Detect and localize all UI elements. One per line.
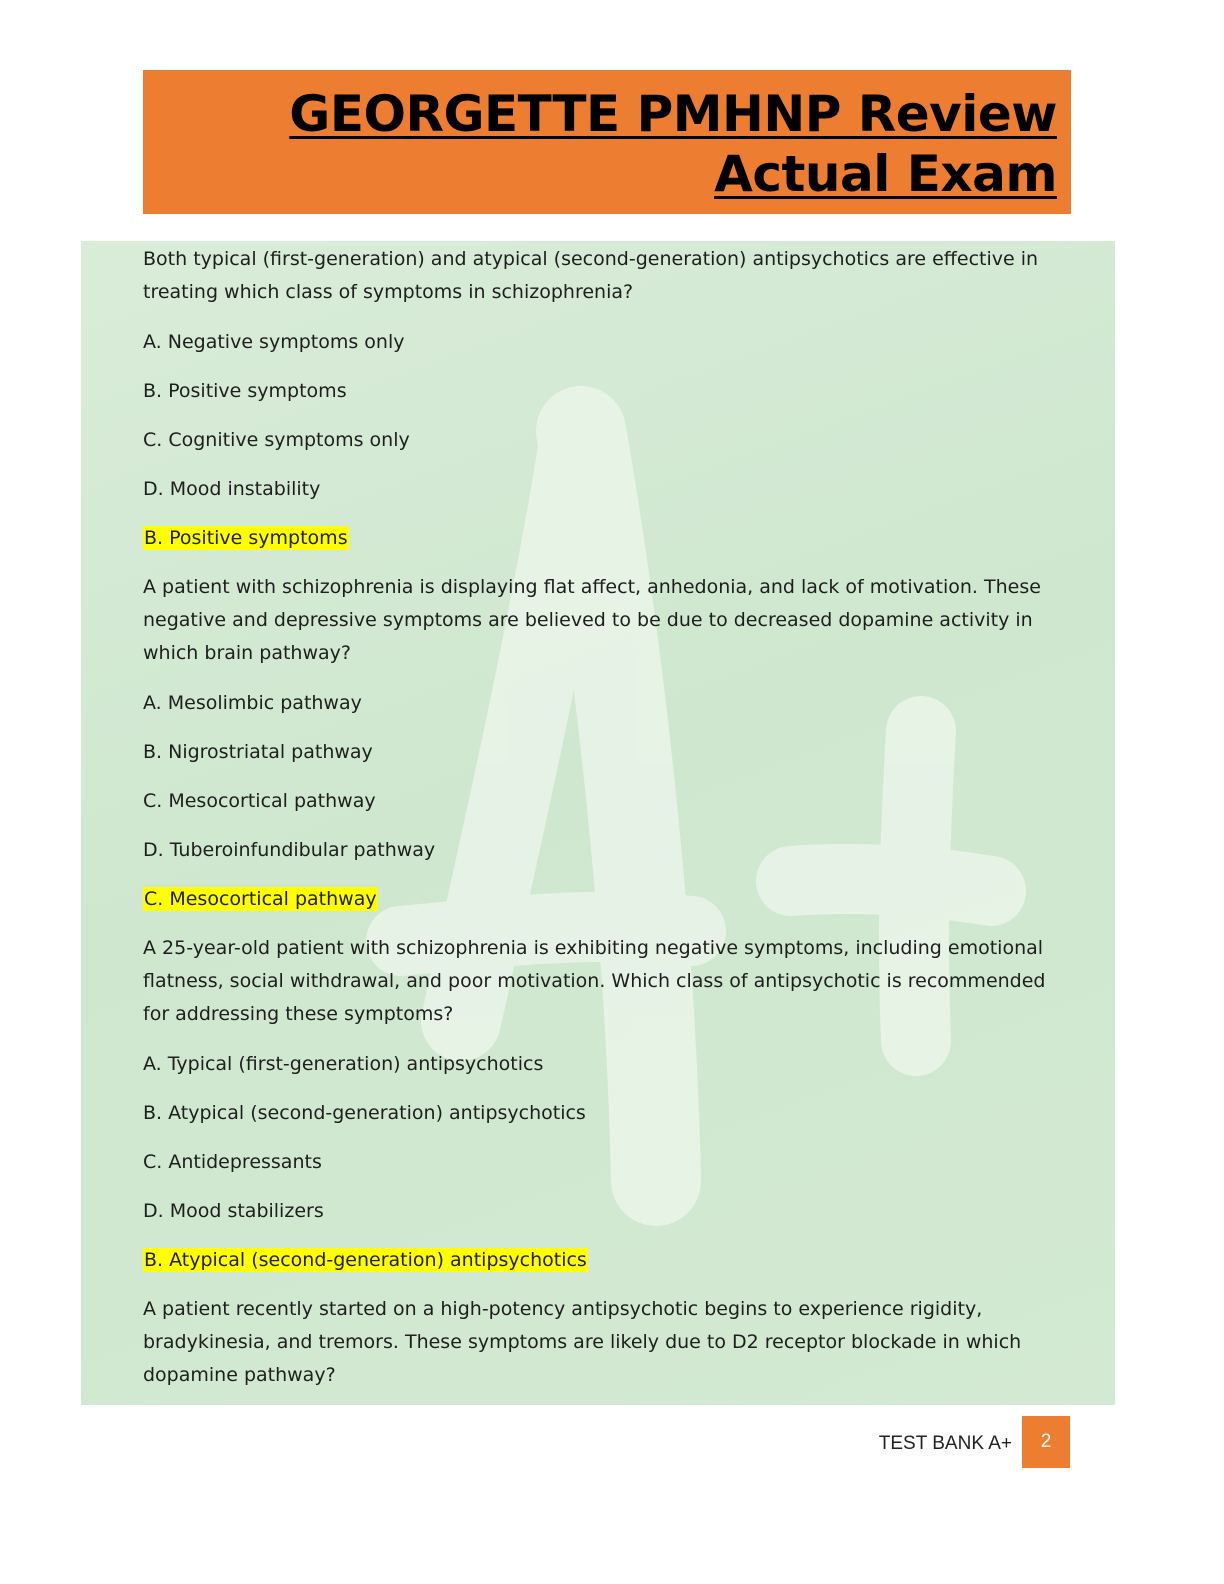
question-stem: A patient recently started on a high-potency antipsychotic begins to experience rigidity, bradykinesia, and tremors. These symptoms are likely due to D2 receptor blockade in which dopamine pathway? (143, 1298, 1022, 1386)
question-stem: A 25-year-old patient with schizophrenia is exhibiting negative symptoms, including emotional flatness, social withdrawal, and poor motivation. Which class of antipsychotic is recommended for addressing these symptoms? (143, 937, 1046, 1025)
answer-option: B. Nigrostriatal pathway (143, 741, 373, 763)
answer-option: A. Typical (first-generation) antipsychotics (143, 1053, 544, 1075)
question-item (143, 1293, 1073, 1392)
answer-option: B. Atypical (second-generation) antipsychotics (143, 1102, 586, 1124)
answer-option: D. Mood instability (143, 478, 321, 500)
answer-option: D. Mood stabilizers (143, 1200, 324, 1222)
question-stem: Both typical (first-generation) and atypical (second-generation) antipsychotics are effective in treating which class of symptoms in schizophrenia? (143, 248, 1039, 303)
answer-option: B. Positive symptoms (143, 380, 347, 402)
correct-answer-highlight: B. Atypical (second-generation) antipsychotics (144, 1249, 587, 1271)
correct-answer-highlight: B. Positive symptoms (144, 527, 348, 549)
footer-label: TEST BANK A+ (878, 1433, 1012, 1454)
answer-option: A. Mesolimbic pathway (143, 692, 362, 714)
page-title: GEORGETTE PMHNP Review Actual Exam (289, 85, 1057, 203)
header-banner (143, 70, 1071, 214)
answer-option: D. Tuberoinfundibular pathway (143, 839, 436, 861)
question-item (143, 932, 1073, 1277)
question-list (143, 243, 1073, 1409)
correct-answer (143, 1244, 1073, 1277)
correct-answer-highlight: C. Mesocortical pathway (144, 888, 377, 910)
question-item (143, 571, 1073, 916)
correct-answer (143, 522, 1073, 555)
answer-option: C. Mesocortical pathway (143, 790, 376, 812)
question-stem: A patient with schizophrenia is displaying flat affect, anhedonia, and lack of motivation. These negative and depressive symptoms are believed to be due to decreased dopamine activity in which brain pathway? (143, 576, 1041, 664)
answer-option: C. Antidepressants (143, 1151, 322, 1173)
question-item (143, 243, 1073, 555)
page-number: 2 (1022, 1416, 1070, 1468)
answer-option: A. Negative symptoms only (143, 331, 405, 353)
answer-option: C. Cognitive symptoms only (143, 429, 410, 451)
correct-answer (143, 883, 1073, 916)
